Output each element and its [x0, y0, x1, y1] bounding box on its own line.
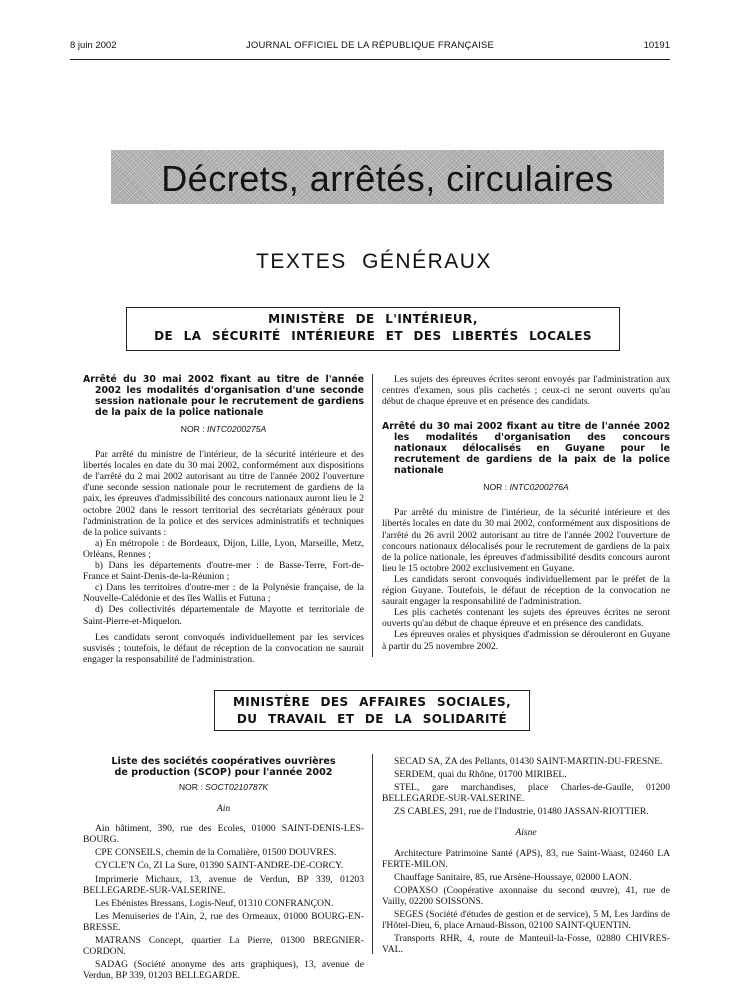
- nor-code: INTC0200276A: [509, 482, 569, 493]
- list-item: CPE CONSEILS, chemin de la Cornalière, 01500 DOUVRES.: [95, 847, 337, 859]
- department-heading: Ain: [216, 803, 231, 815]
- nor-label: NOR :: [483, 482, 508, 493]
- column-divider: [372, 374, 373, 657]
- article-paragraph: Les candidats seront convoqués individuellement par les services susvisés ; toutefois, le défaut de réception de la convocation ne saurait engager la responsabilité de l'administration.: [83, 631, 364, 665]
- list-title-line-2: de production (SCOP) pour l'année 2002: [114, 767, 333, 778]
- ministry-line-2: DE LA SÉCURITÉ INTÉRIEURE ET DES LIBERTÉS LOCALES: [154, 329, 592, 343]
- list-item: COPAXSO (Coopérative axonnaise du second œuvre), 41, rue de Vailly, 02200 SOISSONS.: [382, 884, 670, 907]
- list-item: ZS CABLES, 291, rue de l'Industrie, 01480 JASSAN-RIOTTIER.: [394, 806, 649, 818]
- header-rule: [70, 59, 670, 60]
- ministry-line-1: MINISTÈRE DE L'INTÉRIEUR,: [268, 312, 478, 326]
- list-item: SERDEM, quai du Rhône, 01700 MIRIBEL.: [394, 769, 567, 781]
- column-divider: [372, 754, 373, 954]
- ministry-line-2: DU TRAVAIL ET DE LA SOLIDARITÉ: [236, 712, 508, 726]
- article-paragraph: d) Des collectivités départementale de Mayotte et territoriale de Saint-Pierre-et-Miquelon.: [83, 604, 364, 627]
- list-item: SEGES (Société d'études de gestion et de service), 5 M, Les Jardins de l'Hôtel-Dieu, 6, place Arnaud-Bisson, 02100 SAINT-QUENTIN.: [382, 909, 670, 932]
- column-left-interieur: [83, 374, 364, 665]
- list-item: MATRANS Concept, quartier La Pierre, 01300 BREGNIER-CORDON.: [83, 935, 364, 958]
- ministry-heading-affaires-sociales: [214, 690, 530, 731]
- page-number: 10191: [643, 40, 670, 51]
- list-item: Architecture Patrimoine Santé (APS), 83, rue Saint-Waast, 02460 LA FERTE-MILON.: [382, 847, 670, 870]
- nor-reference: [382, 482, 670, 493]
- list-item: CYCLE'N Co, ZI La Sure, 01390 SAINT-ANDRE-DE-CORCY.: [95, 860, 344, 872]
- article-paragraph: Les épreuves orales et physiques d'admission se dérouleront en Guyane à partir du 25 novembre 2002.: [382, 629, 670, 652]
- list-item: Les Ebénistes Bressans, Logis-Neuf, 01310 CONFRANÇON.: [95, 897, 334, 909]
- article-paragraph: Les sujets des épreuves écrites seront envoyés par l'administration aux centres d'examen, sous plis cachetés ; ceux-ci ne seront ouverts qu'au début de chaque épreuve et en présence des candidats.: [382, 374, 670, 408]
- ministry-line-1: MINISTÈRE DES AFFAIRES SOCIALES,: [232, 695, 512, 709]
- list-item: Chauffage Sanitaire, 85, rue Arsène-Houssaye, 02000 LAON.: [394, 871, 632, 883]
- nor-reference: [83, 782, 364, 793]
- article-title: Arrêté du 30 mai 2002 fixant au titre de l'année 2002 les modalités d'organisation des concours nationaux délocalisés en Guyane pour le recrutement de gardiens de la paix de la police nationale: [382, 421, 670, 477]
- nor-reference: [83, 424, 364, 435]
- running-header: [70, 40, 670, 56]
- article-title: Arrêté du 30 mai 2002 fixant au titre de l'année 2002 les modalités d'organisation d'une seconde session nationale pour le recrutement de gardiens de la paix de la police nationale: [83, 374, 364, 418]
- column-right-interieur: [382, 374, 670, 652]
- section-banner: [111, 150, 664, 204]
- nor-label: NOR :: [180, 424, 205, 434]
- list-item: SECAD SA, ZA des Pellants, 01430 SAINT-MARTIN-DU-FRESNE.: [394, 756, 663, 767]
- article-paragraph: a) En métropole : de Bordeaux, Dijon, Lille, Lyon, Marseille, Metz, Orléans, Rennes ;: [83, 537, 364, 560]
- column-right-scop: [382, 756, 670, 955]
- section-title: TEXTES GÉNÉRAUX: [256, 250, 492, 273]
- list-title: [83, 756, 364, 778]
- article-paragraph: Les plis cachetés contenant les sujets des épreuves écrites ne seront ouverts qu'au début de chaque épreuve et en présence des candidats.: [382, 607, 670, 630]
- list-title-line-1: Liste des sociétés coopératives ouvrières: [111, 756, 336, 767]
- article-paragraph: Les candidats seront convoqués individuellement par le préfet de la région Guyane. Toutefois, le défaut de réception de la convocation ne saurait engager la responsabilité de l'administration.: [382, 573, 670, 608]
- list-item: Ain bâtiment, 390, rue des Ecoles, 01000 SAINT-DENIS-LES-BOURG.: [83, 823, 364, 846]
- article-paragraph: Par arrêté du ministre de l'intérieur, de la sécurité intérieure et des libertés locales en date du 30 mai 2002, conformément aux dispositions de l'arrêté du 26 avril 2002 autorisant au titre de l'année 2002 l'ouverture de concours nationaux délocalisés pour le recrutement de gardiens de la paix de la police nationale, les épreuves d'admissibilité desdits concours auront lieu le 15 octobre 2002 exclusivement en Guyane.: [382, 507, 670, 574]
- list-item: STEL, gare marchandises, place Charles-de-Gaulle, 01200 BELLEGARDE-SUR-VALSERINE.: [382, 782, 670, 805]
- article-paragraph: Par arrêté du ministre de l'intérieur, de la sécurité intérieure et des libertés locales en date du 30 mai 2002, conformément aux dispositions de l'arrêté du 2 mai 2002 autorisant au titre de l'année 2002 l'ouverture d'une seconde session nationale pour le recrutement de gardiens de la paix, les épreuves d'admissibilité des concours nationaux auront lieu le 2 octobre 2002 dans le ressort territorial des secrétariats généraux pour l'administration de la police et des services administratifs et techniques de la police suivants :: [83, 449, 364, 538]
- publication-title: JOURNAL OFFICIEL DE LA RÉPUBLIQUE FRANÇAISE: [245, 40, 495, 51]
- issue-date: 8 juin 2002: [70, 40, 117, 51]
- article-paragraph: b) Dans les départements d'outre-mer : de Basse-Terre, Fort-de-France et Saint-Denis-de-la-Réunion ;: [83, 560, 364, 583]
- list-item: Transports RHR, 4, route de Manteuil-la-Fosse, 02880 CHIVRES-VAL.: [382, 933, 670, 956]
- banner-title: Décrets, arrêtés, circulaires: [161, 158, 614, 199]
- spacer: [382, 407, 670, 421]
- article-paragraph: c) Dans les territoires d'outre-mer : de la Polynésie française, de la Nouvelle-Calédonie et des îles Wallis et Futuna ;: [83, 582, 364, 605]
- ministry-heading-interieur: [126, 307, 620, 351]
- nor-label: NOR :: [178, 782, 203, 792]
- column-left-scop: [83, 756, 364, 981]
- list-item: Imprimerie Michaux, 13, avenue de Verdun, BP 339, 01203 BELLEGARDE-SUR-VALSERINE.: [83, 873, 364, 896]
- nor-code: SOCT0210787K: [205, 782, 269, 792]
- department-heading: Aisne: [515, 827, 537, 839]
- list-item: SADAG (Société anonyme des arts graphiques), 13, avenue de Verdun, BP 339, 01203 BELLEGARDE.: [83, 959, 364, 982]
- nor-code: INTC0200275A: [207, 424, 267, 434]
- list-item: Les Menuiseries de l'Ain, 2, rue des Ormeaux, 01000 BOURG-EN-BRESSE.: [83, 910, 364, 933]
